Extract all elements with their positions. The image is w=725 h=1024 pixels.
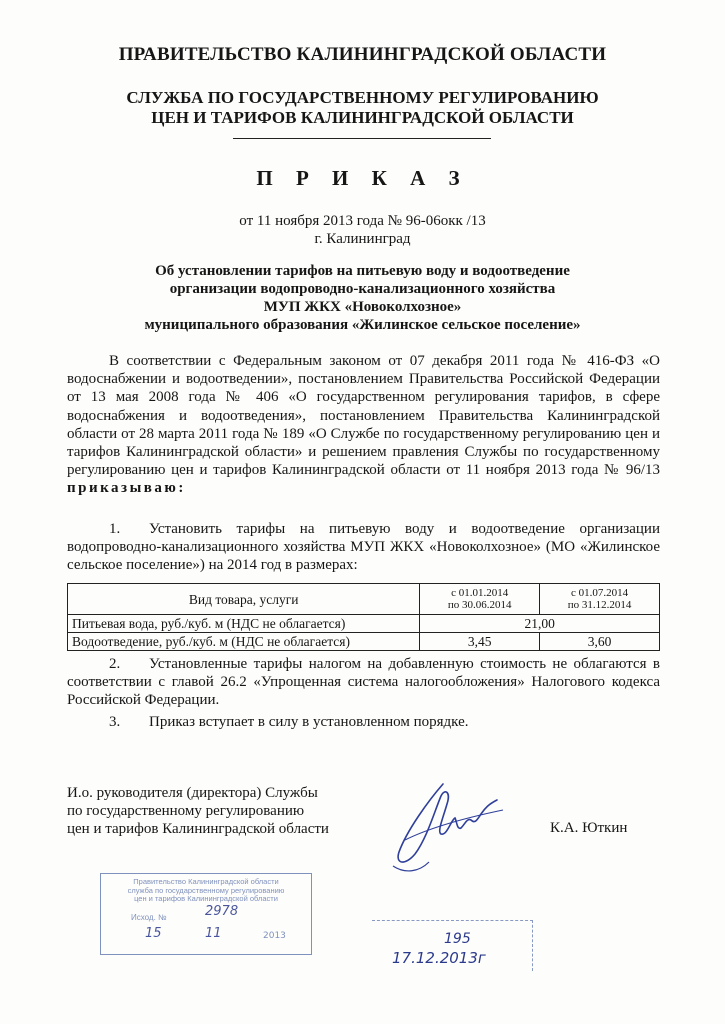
order-word: приказываю: [67, 480, 186, 497]
preamble-paragraph [67, 352, 660, 498]
item-1-number: 1. [109, 521, 121, 537]
row-value-sewage-period2: 3,60 [540, 633, 660, 651]
stamp-lines [101, 874, 311, 904]
stamp-reg-number: 2978 [205, 904, 239, 919]
item-2-text: Установленные тарифы налогом на добавленную стоимость не облагаются в соответствии с главой 26.2 «Упрощенная система налогообложения» Налогового кодекса Российской Федерации. [67, 656, 660, 709]
outgoing-registration-stamp [100, 873, 312, 955]
stamp-reg-day: 15 [145, 926, 162, 941]
period1-from: с 01.01.2014 [451, 587, 509, 599]
service-header-line1: СЛУЖБА ПО ГОСУДАРСТВЕННОМУ РЕГУЛИРОВАНИЮ [126, 88, 599, 107]
incoming-stamp [372, 920, 533, 971]
incoming-date: 17.12.2013г [392, 949, 486, 967]
item-3-text: Приказ вступает в силу в установленном порядке. [149, 714, 469, 730]
subject-line2: организации водопроводно-канализационного хозяйства [169, 281, 556, 297]
item-3-number: 3. [109, 714, 121, 730]
government-header: ПРАВИТЕЛЬСТВО КАЛИНИНГРАДСКОЙ ОБЛАСТИ [118, 44, 607, 65]
subject-line3: МУП ЖКХ «Новоколхозное» [263, 299, 462, 315]
tariff-table [67, 583, 660, 651]
position-line1: И.о. руководителя (директора) Службы [67, 785, 318, 801]
incoming-number: 195 [444, 931, 471, 947]
period2-to: по 31.12.2014 [567, 599, 632, 611]
document-date-block [0, 212, 725, 248]
stamp-line2: служба по государственному регулированию [127, 885, 285, 895]
preamble-text: В соответствии с Федеральным законом от 07 декабря 2011 года № 416-ФЗ «О водоснабжении и водоотведении», постановлением Правительства Российской Федерации от 13 мая 2008 года № 406 «О государственном регулирования тарифов, в сфере водоснабжения и водоотведения», постановлением Правительства Калининградской области от 28 марта 2011 года № 189 «О Службе по государственному регулированию цен и тарифов Калининградской области» и решением правления Службы по государственному регулированию цен и тарифов Калининградской области от 11 ноября 2013 года № 96/13 [67, 353, 660, 479]
service-header [0, 88, 725, 128]
row-value-water: 21,00 [420, 615, 660, 633]
header-divider [233, 138, 491, 139]
col-header-period1 [420, 584, 540, 615]
handwritten-signature [385, 770, 525, 880]
stamp-reg-month: 11 [205, 926, 222, 941]
table-row [68, 615, 660, 633]
row-label-sewage: Водоотведение, руб./куб. м (НДС не облагается) [68, 633, 420, 651]
row-value-sewage-period1: 3,45 [420, 633, 540, 651]
document-date: от 11 ноября 2013 года № 96-06окк /13 [239, 213, 486, 229]
document-title: П Р И К А З [256, 166, 469, 190]
position-line2: по государственному регулированию [67, 803, 305, 820]
tariff-table-header [68, 584, 660, 615]
period1-to: по 30.06.2014 [447, 599, 512, 611]
stamp-in-label: Исход. № [131, 913, 167, 922]
subject-line1: Об установлении тарифов на питьевую воду и водоотведение [155, 263, 570, 279]
item-2-number: 2. [109, 656, 121, 672]
document-subject [0, 262, 725, 334]
subject-line4: муниципального образования «Жилинское сельское поселение» [144, 317, 581, 333]
item-3 [67, 713, 660, 731]
service-header-line2: ЦЕН И ТАРИФОВ КАЛИНИНГРАДСКОЙ ОБЛАСТИ [151, 108, 574, 127]
position-line3: цен и тарифов Калининградской области [67, 821, 329, 838]
signatory-position [67, 784, 329, 839]
document-city: г. Калининград [314, 231, 411, 247]
stamp-reg-year: 2013 [263, 931, 286, 941]
item-1 [67, 520, 660, 575]
table-row [68, 633, 660, 651]
stamp-line3: цен и тарифов Калининградской области [134, 894, 278, 903]
stamp-line1: Правительство Калининградской области [133, 877, 279, 886]
row-label-water: Питьевая вода, руб./куб. м (НДС не облагается) [68, 615, 420, 633]
period2-from: с 01.07.2014 [571, 587, 629, 599]
signatory-name: К.А. Юткин [550, 820, 628, 836]
col-header-service: Вид товара, услуги [68, 584, 420, 615]
item-1-text: Установить тарифы на питьевую воду и водоотведение организации водопроводно-канализационного хозяйства МУП ЖКХ «Новоколхозное» (МО «Жилинское сельское поселение») на 2014 год в размерах: [67, 521, 660, 574]
col-header-period2 [540, 584, 660, 615]
item-2 [67, 655, 660, 710]
